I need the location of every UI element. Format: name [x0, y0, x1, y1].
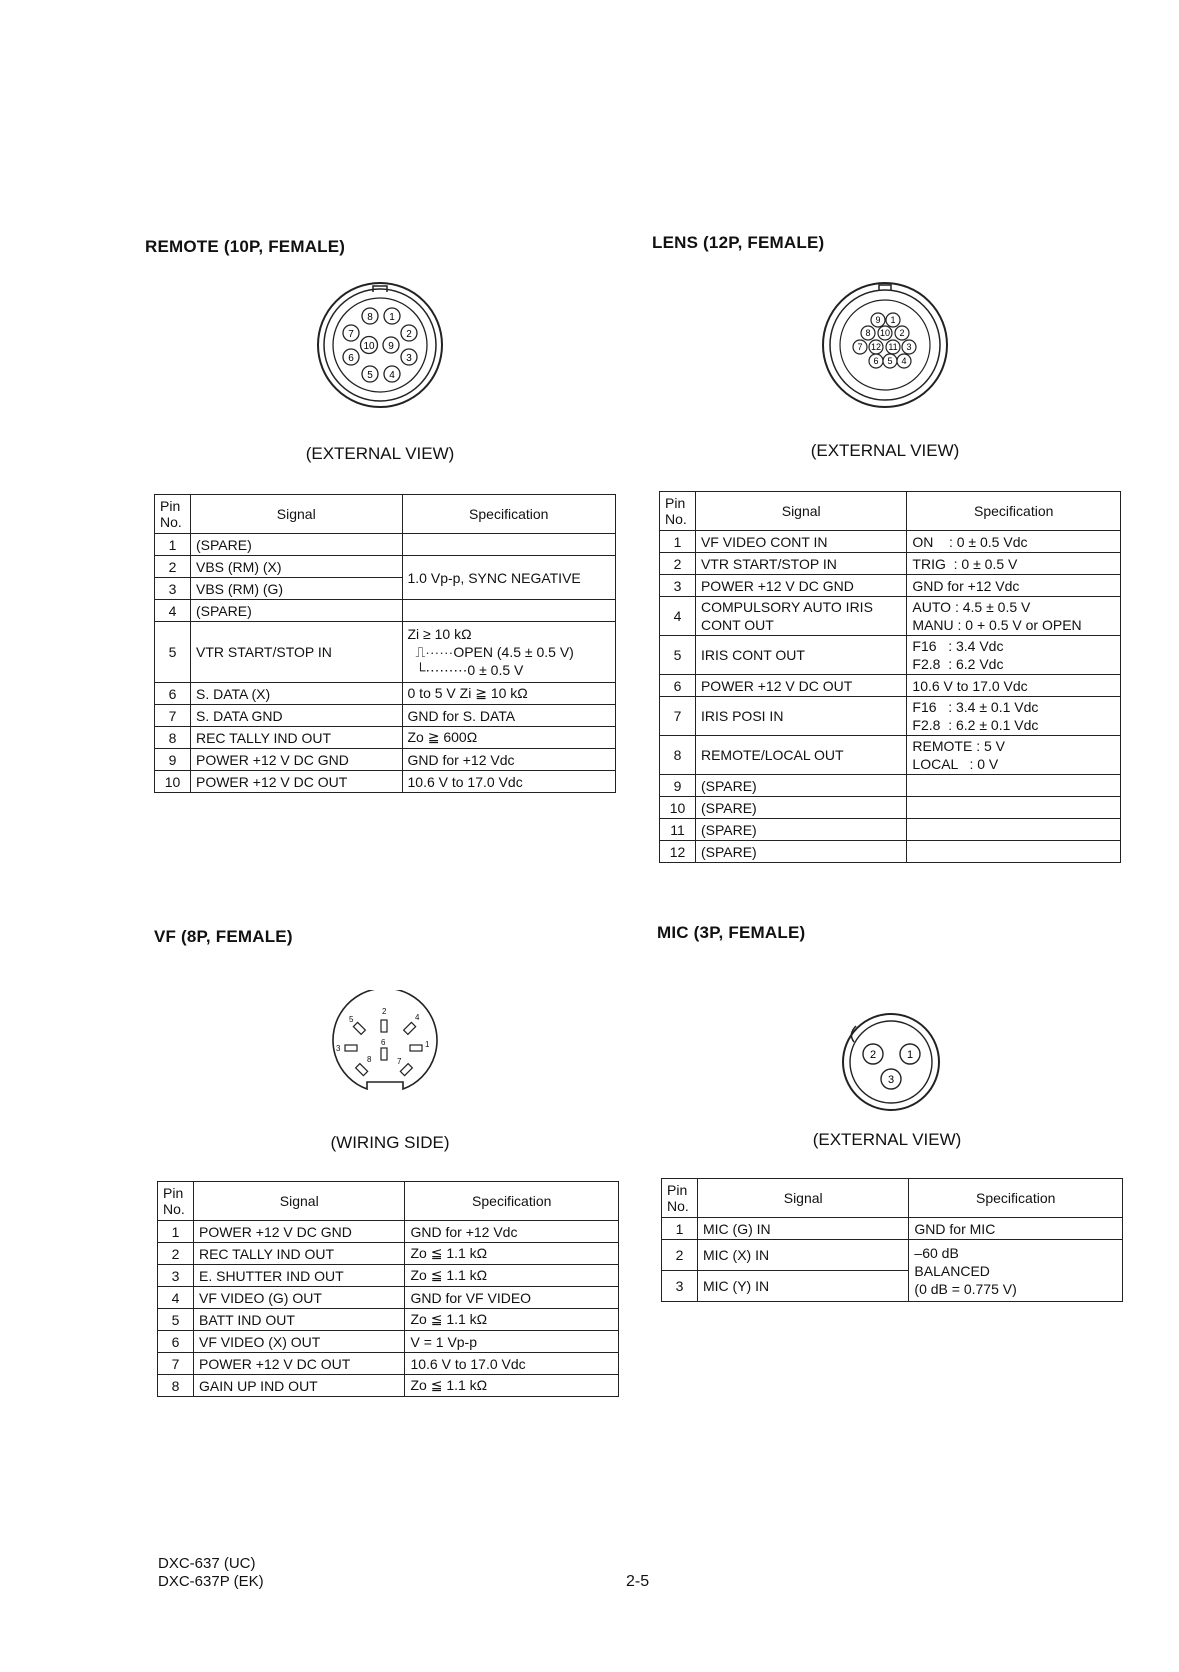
- lens-view-caption: (EXTERNAL VIEW): [810, 441, 960, 460]
- pin-no: 3: [662, 1271, 698, 1302]
- pin-no: 11: [660, 819, 696, 841]
- signal-cell: S. DATA (X): [190, 683, 402, 705]
- spec-cell: GND for MIC: [909, 1218, 1123, 1240]
- spec-cell: Zo ≦ 1.1 kΩ: [405, 1265, 619, 1287]
- signal-cell: REC TALLY IND OUT: [190, 727, 402, 749]
- spec-cell: GND for +12 Vdc: [402, 749, 616, 771]
- mic-pin-1: 1: [906, 1049, 914, 1061]
- table-row: [660, 736, 1121, 775]
- table-row: [155, 622, 616, 683]
- spec-cell: Zo ≧ 600Ω: [402, 727, 616, 749]
- page-number: 2-5: [626, 1573, 650, 1590]
- table-row: [660, 841, 1121, 863]
- pulse-symbol-line: [408, 643, 611, 661]
- pin-no: 2: [155, 556, 191, 578]
- pin-no: 8: [660, 736, 696, 775]
- spec-line: AUTO : 4.5 ± 0.5 V: [912, 599, 1031, 615]
- lens-pin-3: 3: [906, 342, 912, 352]
- pin-no: 2: [660, 553, 696, 575]
- remote-pin-2: 2: [406, 329, 412, 340]
- spec-cell: 10.6 V to 17.0 Vdc: [402, 771, 616, 793]
- signal-header: Signal: [695, 492, 906, 531]
- table-header-row: [155, 495, 616, 534]
- table-row: [662, 1218, 1123, 1240]
- signal-cell: IRIS POSI IN: [695, 697, 906, 736]
- table-row: [660, 775, 1121, 797]
- spec-cell: 10.6 V to 17.0 Vdc: [907, 675, 1121, 697]
- pin-no: 4: [155, 600, 191, 622]
- lens-pin-6: 6: [873, 356, 879, 366]
- remote-view-caption: (EXTERNAL VIEW): [305, 444, 455, 463]
- table-header-row: [660, 492, 1121, 531]
- spec-line: Zi ≥ 10 kΩ: [407, 626, 472, 642]
- table-row: [660, 553, 1121, 575]
- pin-no: 10: [660, 797, 696, 819]
- pin-no: 1: [158, 1221, 194, 1243]
- remote-connector-diagram: [315, 280, 445, 410]
- signal-cell: S. DATA GND: [190, 705, 402, 727]
- spec-header: Specification: [909, 1179, 1123, 1218]
- spec-line: (0 dB = 0.775 V): [914, 1280, 1017, 1297]
- spec-line: OPEN (4.5 ± 0.5 V): [453, 644, 574, 660]
- table-row: [660, 575, 1121, 597]
- spec-line: F16 : 3.4 ± 0.1 Vdc: [912, 699, 1039, 715]
- pin-no: 5: [660, 636, 696, 675]
- signal-cell: POWER +12 V DC GND: [695, 575, 906, 597]
- lens-pin-8: 8: [865, 328, 871, 338]
- table-header-row: [158, 1182, 619, 1221]
- spec-cell: [402, 534, 616, 556]
- lens-pin-9: 9: [875, 315, 881, 325]
- spec-cell: [907, 819, 1121, 841]
- pin-no: 4: [158, 1287, 194, 1309]
- pin-no: 9: [155, 749, 191, 771]
- pin-no-header: Pin No.: [155, 495, 191, 534]
- vf-pin-1: 1: [425, 1040, 430, 1049]
- pin-no: 8: [158, 1375, 194, 1397]
- pin-no: 5: [158, 1309, 194, 1331]
- pin-no: 3: [158, 1265, 194, 1287]
- table-row: [158, 1331, 619, 1353]
- lens-pin-5: 5: [887, 356, 893, 366]
- signal-header: Signal: [190, 495, 402, 534]
- lens-pin-2: 2: [899, 328, 905, 338]
- pulse-icon: ⎍⋯⋯: [415, 644, 454, 660]
- remote-pin-9: 9: [388, 341, 394, 352]
- signal-cell: VTR START/STOP IN: [695, 553, 906, 575]
- signal-header: Signal: [697, 1179, 908, 1218]
- spec-cell: [907, 775, 1121, 797]
- pin-no: 6: [158, 1331, 194, 1353]
- spec-cell: [402, 600, 616, 622]
- signal-line: CONT OUT: [700, 617, 774, 633]
- table-row: [158, 1287, 619, 1309]
- remote-pin-table: [154, 494, 616, 793]
- signal-cell: MIC (Y) IN: [697, 1271, 908, 1302]
- mic-view-caption: (EXTERNAL VIEW): [812, 1130, 962, 1149]
- spec-cell: Zo ≦ 1.1 kΩ: [405, 1309, 619, 1331]
- signal-cell: REC TALLY IND OUT: [193, 1243, 404, 1265]
- vf-pin-8: 8: [367, 1055, 372, 1064]
- pin-no: 5: [155, 622, 191, 683]
- spec-line: F16 : 3.4 Vdc: [912, 638, 1004, 654]
- mic-pin-table: [661, 1178, 1123, 1302]
- signal-cell: VF VIDEO CONT IN: [695, 531, 906, 553]
- lens-pin-4: 4: [901, 356, 907, 366]
- vf-pin-3: 3: [336, 1044, 341, 1053]
- pin-no: 2: [158, 1243, 194, 1265]
- signal-cell: VTR START/STOP IN: [190, 622, 402, 683]
- table-row: [158, 1375, 619, 1397]
- mic-connector-diagram: [836, 1004, 946, 1114]
- signal-line: COMPULSORY AUTO IRIS: [700, 599, 873, 615]
- table-header-row: [662, 1179, 1123, 1218]
- table-row: [155, 600, 616, 622]
- spec-line: MANU : 0 + 0.5 V or OPEN: [912, 617, 1082, 633]
- spec-cell: [907, 697, 1121, 736]
- table-row: [155, 683, 616, 705]
- pin-no: 9: [660, 775, 696, 797]
- table-row: [158, 1353, 619, 1375]
- table-row: [158, 1309, 619, 1331]
- signal-cell: POWER +12 V DC OUT: [190, 771, 402, 793]
- spec-header: Specification: [907, 492, 1121, 531]
- pin-no: 3: [155, 578, 191, 600]
- pin-no: 6: [155, 683, 191, 705]
- vf-pin-6: 6: [381, 1038, 386, 1047]
- vf-pin-2: 2: [382, 1007, 387, 1016]
- spec-cell: [907, 736, 1121, 775]
- vf-pin-table: [157, 1181, 619, 1397]
- signal-cell: POWER +12 V DC GND: [193, 1221, 404, 1243]
- spec-cell: GND for S. DATA: [402, 705, 616, 727]
- signal-cell: GAIN UP IND OUT: [193, 1375, 404, 1397]
- signal-cell: VBS (RM) (G): [190, 578, 402, 600]
- signal-cell: MIC (X) IN: [697, 1240, 908, 1271]
- signal-cell: (SPARE): [190, 534, 402, 556]
- spec-cell: 0 to 5 V Zi ≧ 10 kΩ: [402, 683, 616, 705]
- signal-cell: (SPARE): [190, 600, 402, 622]
- footer-models: [158, 1555, 264, 1591]
- pin-no: 1: [662, 1218, 698, 1240]
- table-row: [155, 556, 616, 578]
- pin-no: 10: [155, 771, 191, 793]
- lens-pin-10: 10: [879, 328, 891, 338]
- signal-header: Signal: [193, 1182, 404, 1221]
- footer-model-ek: DXC-637P (EK): [158, 1573, 264, 1590]
- signal-cell: VBS (RM) (X): [190, 556, 402, 578]
- lens-pin-11: 11: [888, 342, 898, 352]
- pin-no-header: Pin No.: [158, 1182, 194, 1221]
- vf-pin-5: 5: [349, 1015, 354, 1024]
- spec-cell: [907, 597, 1121, 636]
- mic-pin-2: 2: [869, 1049, 877, 1061]
- signal-cell: (SPARE): [695, 797, 906, 819]
- pin-no: 7: [155, 705, 191, 727]
- spec-cell: GND for +12 Vdc: [907, 575, 1121, 597]
- spec-cell: [907, 636, 1121, 675]
- table-row: [158, 1265, 619, 1287]
- vf-pin-4: 4: [415, 1013, 420, 1022]
- remote-pin-8: 8: [367, 312, 373, 323]
- table-row: [660, 675, 1121, 697]
- table-row: [158, 1221, 619, 1243]
- spec-line: REMOTE : 5 V: [912, 738, 1005, 754]
- table-row: [660, 819, 1121, 841]
- table-row: [155, 534, 616, 556]
- spec-cell: Zo ≦ 1.1 kΩ: [405, 1243, 619, 1265]
- mic-title: MIC (3P, FEMALE): [657, 923, 806, 942]
- pin-no: 1: [660, 531, 696, 553]
- remote-pin-5: 5: [367, 370, 373, 381]
- spec-cell: GND for +12 Vdc: [405, 1221, 619, 1243]
- pin-no: 7: [660, 697, 696, 736]
- spec-line: –60 dB: [914, 1244, 959, 1261]
- remote-title: REMOTE (10P, FEMALE): [145, 237, 346, 256]
- pin-no: 7: [158, 1353, 194, 1375]
- spec-cell: [402, 622, 616, 683]
- table-row: [660, 697, 1121, 736]
- spec-cell: V = 1 Vp-p: [405, 1331, 619, 1353]
- signal-cell: (SPARE): [695, 841, 906, 863]
- pin-no: 8: [155, 727, 191, 749]
- vf-pin-7: 7: [397, 1057, 402, 1066]
- spec-line: F2.8 : 6.2 ± 0.1 Vdc: [912, 717, 1039, 733]
- spec-cell: 1.0 Vp-p, SYNC NEGATIVE: [402, 556, 616, 600]
- table-row: [660, 797, 1121, 819]
- signal-cell: VF VIDEO (G) OUT: [193, 1287, 404, 1309]
- footer-model-uc: DXC-637 (UC): [158, 1555, 256, 1572]
- pin-no-header: Pin No.: [662, 1179, 698, 1218]
- lens-pin-7: 7: [857, 342, 863, 352]
- signal-cell: POWER +12 V DC GND: [190, 749, 402, 771]
- table-row: [155, 771, 616, 793]
- table-row: [660, 531, 1121, 553]
- signal-cell: REMOTE/LOCAL OUT: [695, 736, 906, 775]
- spec-cell: ON : 0 ± 0.5 Vdc: [907, 531, 1121, 553]
- signal-cell: POWER +12 V DC OUT: [193, 1353, 404, 1375]
- lens-pin-1: 1: [890, 315, 896, 325]
- pin-no: 6: [660, 675, 696, 697]
- vf-title: VF (8P, FEMALE): [154, 927, 293, 946]
- vf-view-caption: (WIRING SIDE): [330, 1133, 450, 1152]
- spec-cell: GND for VF VIDEO: [405, 1287, 619, 1309]
- table-row: [155, 749, 616, 771]
- signal-cell: [695, 597, 906, 636]
- spec-line: 0 ± 0.5 V: [467, 662, 524, 678]
- spec-cell: TRIG : 0 ± 0.5 V: [907, 553, 1121, 575]
- remote-pin-6: 6: [348, 353, 354, 364]
- table-row: [155, 727, 616, 749]
- table-row: [158, 1243, 619, 1265]
- vf-connector-diagram: [325, 990, 445, 1100]
- pin-no: 3: [660, 575, 696, 597]
- pulse-low-icon: └⋯⋯⋯: [415, 662, 468, 678]
- table-row: [155, 705, 616, 727]
- pin-no-header: Pin No.: [660, 492, 696, 531]
- spec-cell: [909, 1240, 1123, 1302]
- signal-cell: IRIS CONT OUT: [695, 636, 906, 675]
- lens-pin-table: [659, 491, 1121, 863]
- signal-cell: (SPARE): [695, 819, 906, 841]
- spec-cell: [907, 841, 1121, 863]
- lens-title: LENS (12P, FEMALE): [652, 233, 825, 252]
- mic-pin-3: 3: [887, 1074, 895, 1086]
- table-row: [660, 597, 1121, 636]
- spec-cell: 10.6 V to 17.0 Vdc: [405, 1353, 619, 1375]
- spec-header: Specification: [402, 495, 616, 534]
- spec-line: BALANCED: [914, 1262, 990, 1279]
- signal-cell: BATT IND OUT: [193, 1309, 404, 1331]
- spec-cell: [907, 797, 1121, 819]
- remote-pin-10: 10: [363, 341, 375, 352]
- pin-no: 4: [660, 597, 696, 636]
- remote-pin-3: 3: [406, 353, 412, 364]
- signal-cell: POWER +12 V DC OUT: [695, 675, 906, 697]
- lens-pin-12: 12: [870, 342, 882, 352]
- pin-no: 2: [662, 1240, 698, 1271]
- remote-pin-1: 1: [389, 312, 395, 323]
- pulse-low-line: [408, 661, 611, 679]
- signal-cell: (SPARE): [695, 775, 906, 797]
- pin-no: 12: [660, 841, 696, 863]
- spec-line: F2.8 : 6.2 Vdc: [912, 656, 1004, 672]
- spec-header: Specification: [405, 1182, 619, 1221]
- signal-cell: E. SHUTTER IND OUT: [193, 1265, 404, 1287]
- table-row: [660, 636, 1121, 675]
- lens-connector-diagram: [820, 280, 950, 410]
- remote-pin-4: 4: [389, 370, 395, 381]
- spec-line: LOCAL : 0 V: [912, 756, 999, 772]
- remote-pin-7: 7: [348, 329, 354, 340]
- pin-no: 1: [155, 534, 191, 556]
- table-row: [662, 1240, 1123, 1271]
- signal-cell: VF VIDEO (X) OUT: [193, 1331, 404, 1353]
- signal-cell: MIC (G) IN: [697, 1218, 908, 1240]
- spec-cell: Zo ≦ 1.1 kΩ: [405, 1375, 619, 1397]
